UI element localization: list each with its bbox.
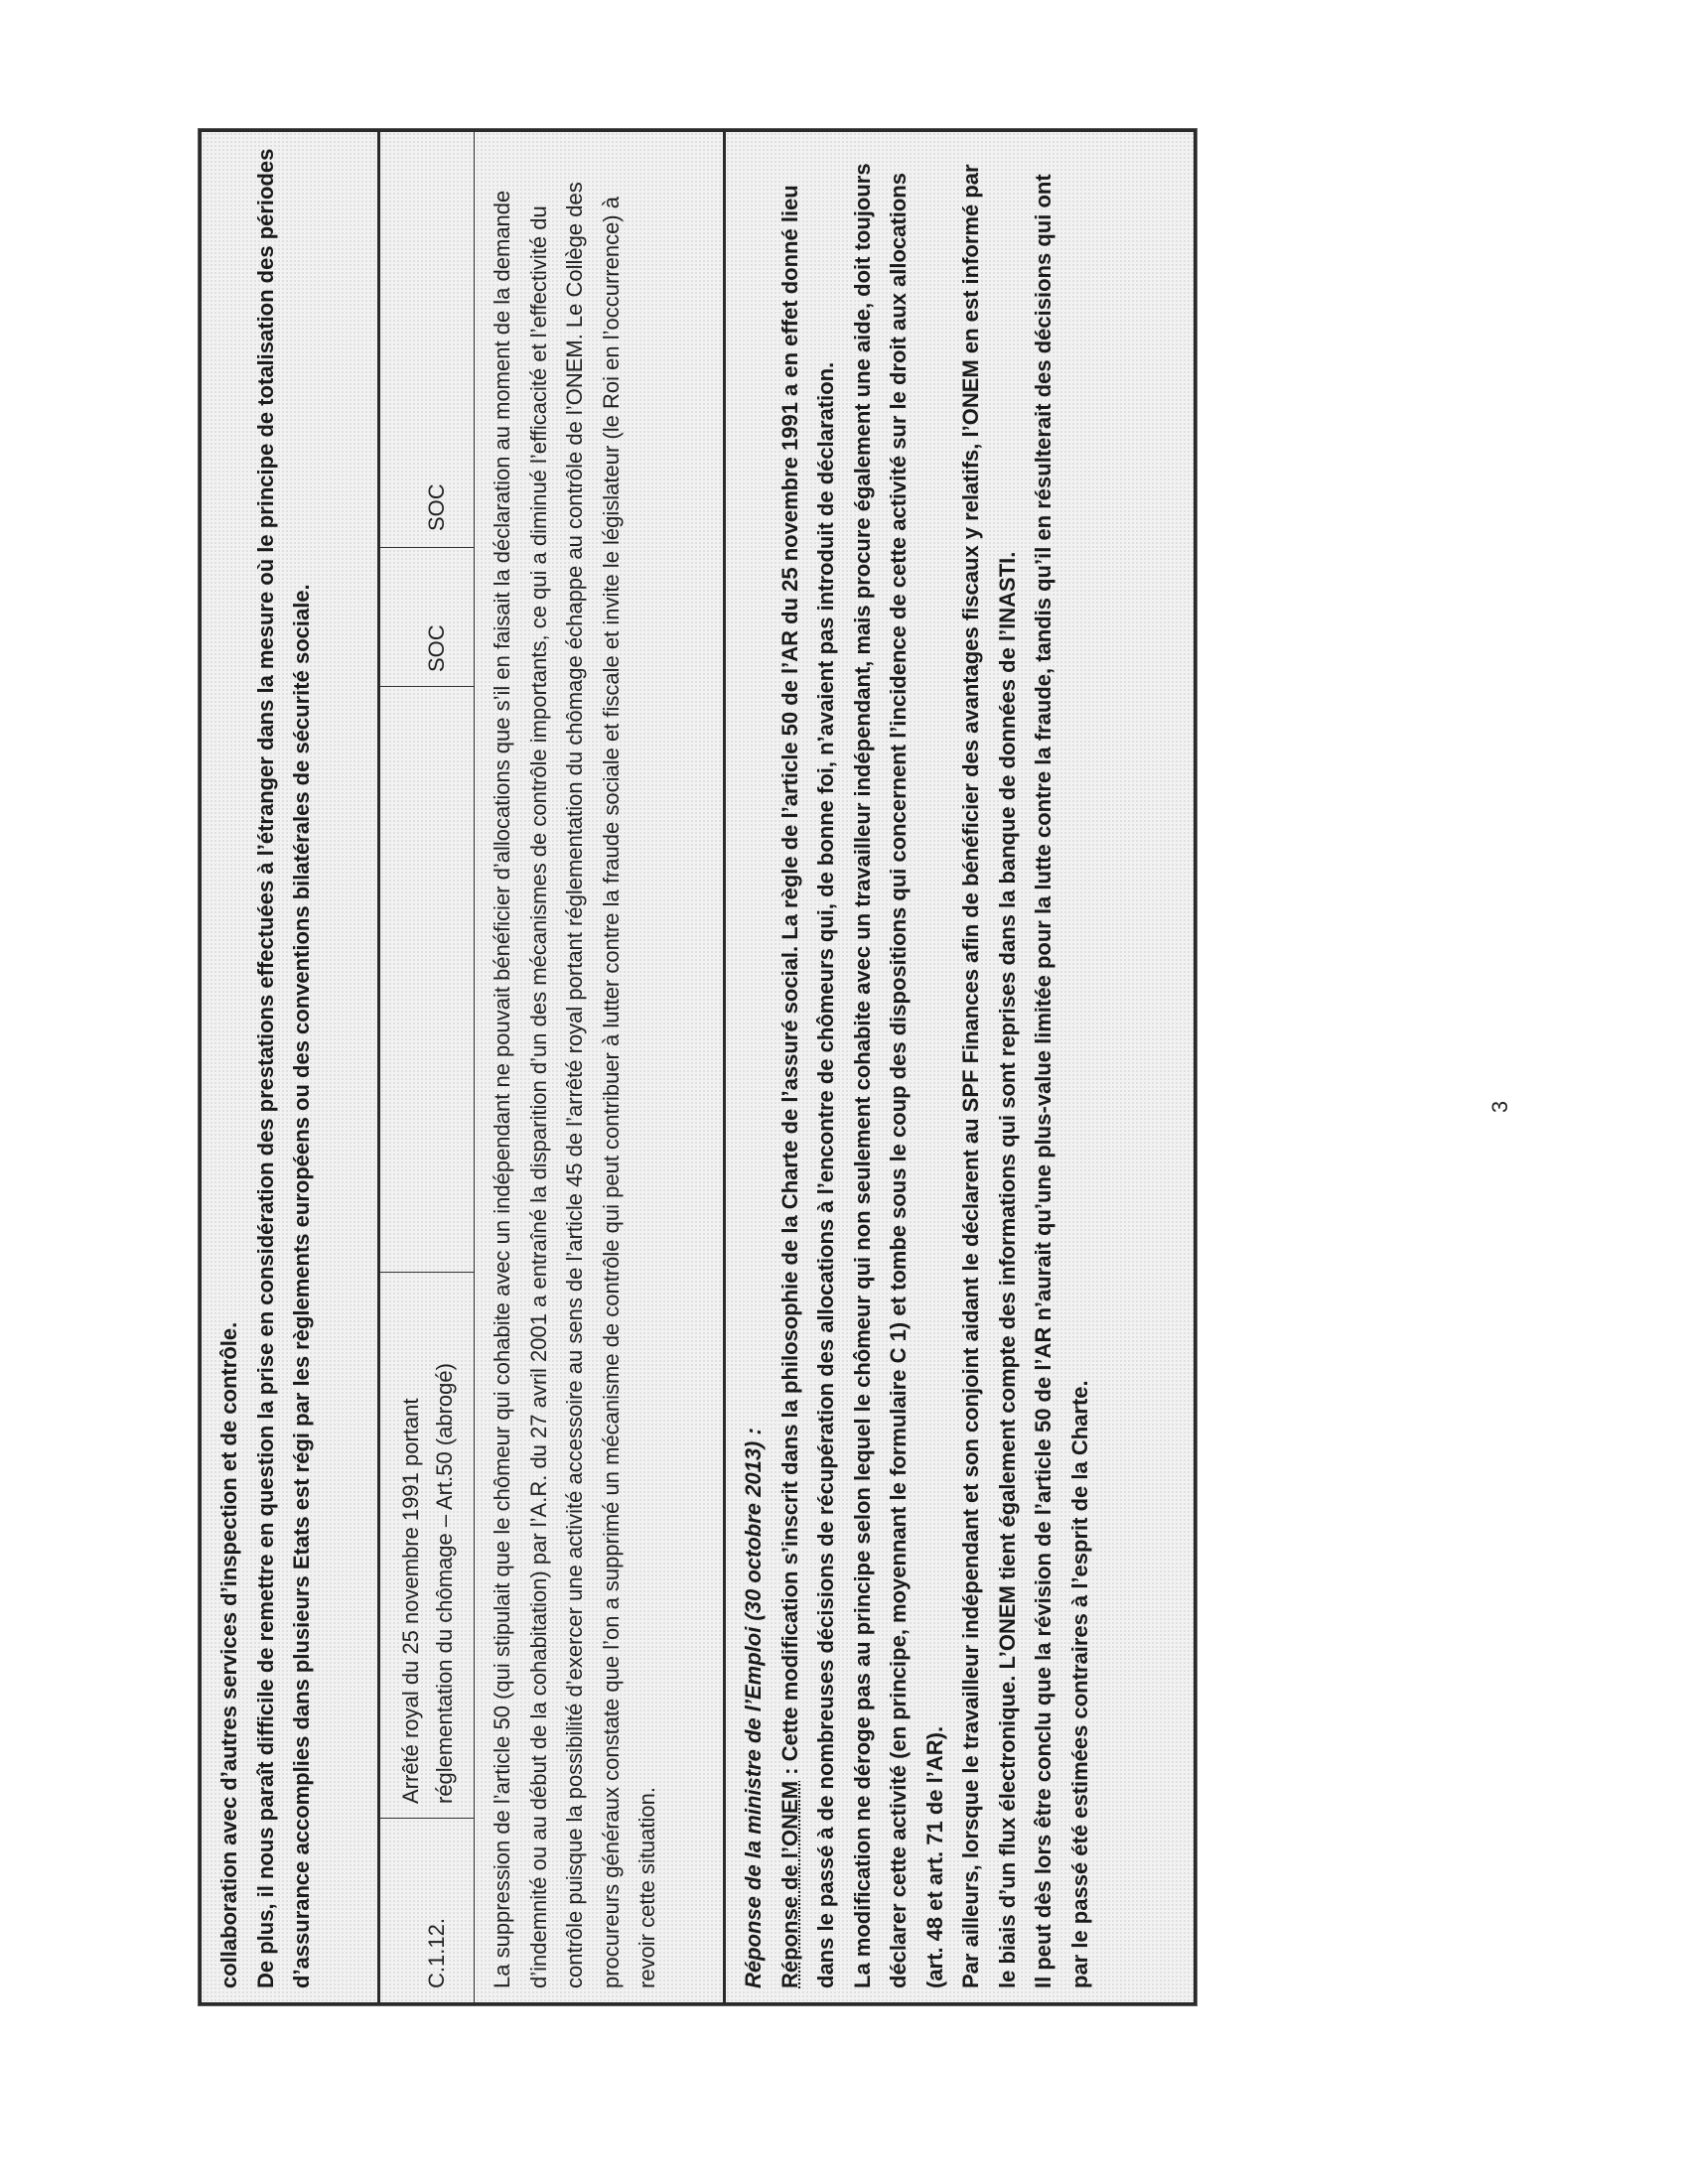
entry-tag-1: SOC (380, 547, 474, 686)
rotated-page-content (199, 129, 1196, 2005)
onem-text: : Cette modification s’inscrit dans la philosophie de la Charte de l’assuré social. La règle de l’article 50 de l’AR du 25 novembre 1991 a en effet donné lieu dans le passé à de nombreuses décisions de récupération des allocations à l’encontre de chômeurs qui, de bonne foi, n’avaient pas introduit de déclaration. (776, 185, 838, 1988)
entry-tag-2: SOC (424, 483, 449, 531)
response-row (726, 132, 1199, 2002)
response-paragraph-3: Par ailleurs, lorsque le travailleur indépendant et son conjoint aidant le déclarent au SPF Finances afin de bénéficier des avantages fiscaux y relatifs, l’ONEM en est informé par le biais d’un flux électronique. L’ONEM tient également compte des informations qui sont reprises dans la banque de données de l’INASTI. (958, 164, 1020, 1988)
response-onem-paragraph (773, 146, 845, 1988)
intro-line-2: De plus, il nous paraît difficile de remettre en question la prise en considération des prestations effectuées à l’étranger dans la mesure où le principe de totalisation des périodes d’assurance accomplies dans plusieurs Etats est régi par les règlements européens ou des conventions bilatérales de sécurité sociale. (252, 148, 314, 1988)
intro-row (202, 132, 380, 2002)
entry-empty-cell (380, 686, 474, 1272)
document-table (199, 129, 1196, 2005)
description-row (475, 132, 726, 2002)
intro-line-1: collaboration avec d’autres services d’inspection et de contrôle. (216, 1321, 241, 1988)
page-number: 3 (1487, 1100, 1512, 1114)
description-text: La suppression de l’article 50 (qui stipulait que le chômeur qui cohabite avec un indépendant ne pouvait bénéficier d’allocations que s’il en faisait la déclaration au moment de la demande d’indemnité ou au début de la cohabitation) par l’A.R. du 27 avril 2001 a entraîné la disparition d’un des mécanismes de contrôle importants, ce qui a diminué l’efficacité et l’effectivité du contrôle puisque la possibilité d’exercer une activité accessoire au sens de l’article 45 de l’arrêté royal portant réglementation du chômage échappe au contrôle de l’ONEM. Le Collège des procureurs généraux constate que l’on a supprimé un mécanisme de contrôle qui peut contribuer à lutter contre la fraude sociale et fiscale et invite le législateur (le Roi en l’occurrence) à revoir cette situation. (490, 182, 659, 1988)
response-paragraph-4: Il peut dès lors être conclu que la révision de l’article 50 de l’AR n’aurait qu’une plus-value limitée pour la lutte contre la fraude, tandis qu’il en résulterait des décisions qui ont par le passé été estimées contraires à l’esprit de la Charte. (1031, 174, 1092, 1988)
entry-row (380, 132, 475, 2002)
response-heading: Réponse de la ministre de l’Emploi (30 octobre 2013) : (741, 1428, 766, 1988)
entry-code: C.1.12. (380, 1818, 474, 2002)
entry-title: Arrêté royal du 25 novembre 1991 portant réglementation du chômage – Art.50 (abrogé) (380, 1272, 474, 1818)
onem-label: Réponse de l’ONEM (776, 1780, 802, 1988)
response-paragraph-2: La modification ne déroge pas au principe selon lequel le chômeur qui non seulement cohabite avec un travailleur indépendant, mais procure également une aide, doit toujours déclarer cette activité (en principe, moyennant le formulaire C 1) et tombe sous le coup des dispositions qui concernent l’incidence de cette activité sur le droit aux allocations (art. 48 et art. 71 de l’AR). (849, 163, 947, 1988)
